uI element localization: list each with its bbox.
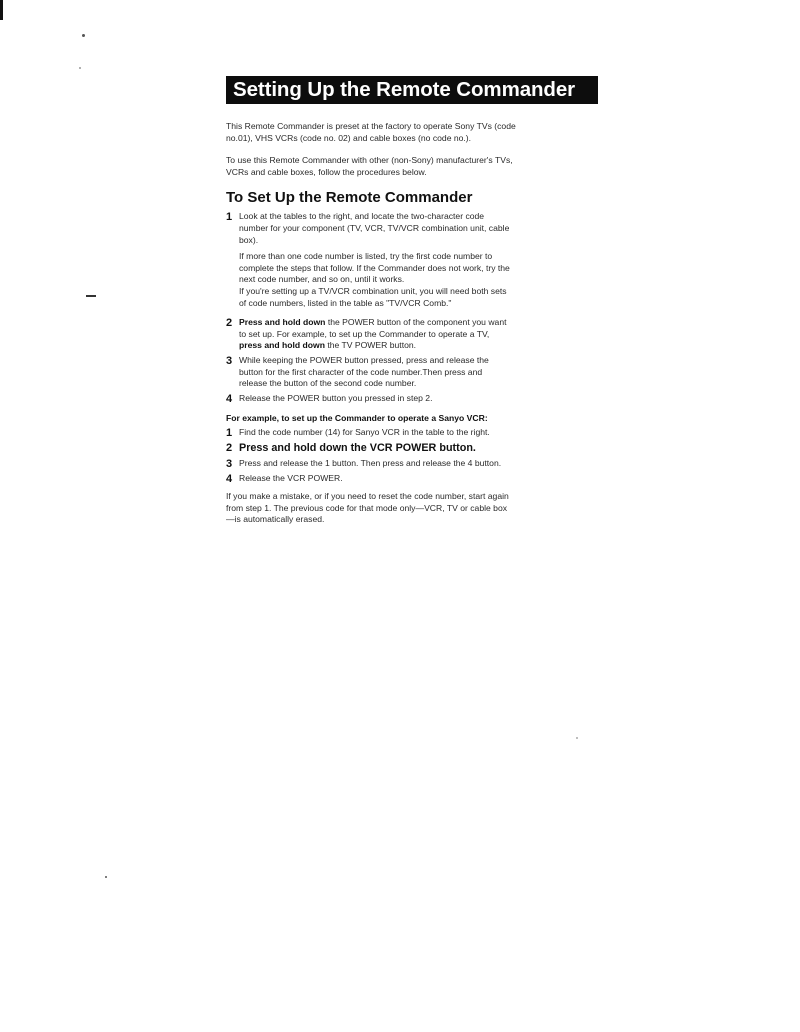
step-text: While keeping the POWER button pressed, press and release the button for the first character of the code number.Then press and release the button of the second code number. [239, 354, 489, 389]
step-text: Release the POWER button you pressed in step 2. [239, 392, 433, 403]
step-text [239, 317, 511, 352]
scan-speck [105, 876, 107, 878]
scan-edge-mark [0, 0, 3, 20]
step-number: 4 [226, 392, 233, 405]
step-text: Press and release the 1 button. Then press and release the 4 button. [239, 458, 502, 469]
page-title: Setting Up the Remote Commander [226, 76, 598, 104]
scan-dash-mark [86, 295, 96, 297]
scan-speck [82, 34, 85, 37]
setup-steps [226, 211, 511, 404]
intro-paragraph: To use this Remote Commander with other (non-Sony) manufacturer's TVs, VCRs and cable boxes, follow the procedures below. [226, 155, 513, 177]
step-note: If you're setting up a TV/VCR combination unit, you will need both sets of code numbers, listed in the table as "TV/VCR Comb." [239, 285, 507, 308]
example-step-item [226, 442, 511, 455]
intro-paragraph: This Remote Commander is preset at the factory to operate Sony TVs (code no.01), VHS VCRs (code no. 02) and cable boxes (no code no.). [226, 121, 516, 143]
step-number: 1 [226, 427, 233, 440]
emphasis: press and hold down [239, 340, 325, 351]
section-heading: To Set Up the Remote Commander [226, 189, 473, 207]
step-text: Release the VCR POWER. [239, 473, 343, 484]
example-steps [226, 427, 511, 485]
step-item [226, 211, 511, 309]
step-number: 2 [226, 317, 233, 330]
closing-note: If you make a mistake, or if you need to reset the code number, start again from step 1. The previous code for that mode only—VCR, TV or cable box—is automatically erased. [226, 491, 509, 525]
manual-page [226, 76, 606, 526]
emphasis: Press and hold down [239, 317, 326, 328]
example-step-item [226, 473, 511, 485]
scan-speck [79, 67, 81, 69]
scan-speck [576, 737, 578, 739]
step-text: Find the code number (14) for Sanyo VCR in the table to the right. [239, 427, 490, 438]
step-item [226, 317, 511, 352]
text-run: the POWER button of the component you want to set up. For example, to set up the Commander to operate a TV, [239, 317, 507, 339]
step-number: 3 [226, 458, 233, 471]
example-step-item [226, 458, 511, 470]
step-number: 2 [226, 442, 233, 455]
step-note: If more than one code number is listed, try the first code number to complete the steps that follow. If the Commander does not work, try the next code number, and so on, until it works. [239, 251, 510, 285]
step-number: 4 [226, 473, 233, 486]
step-item [226, 393, 511, 405]
example-heading: For example, to set up the Commander to operate a Sanyo VCR: [226, 412, 488, 423]
step-text: Look at the tables to the right, and locate the two-character code number for your component (TV, VCR, TV/VCR combination unit, cable box). [239, 211, 510, 245]
example-step-item [226, 427, 511, 439]
step-number: 3 [226, 354, 233, 367]
step-number: 1 [226, 211, 233, 224]
text-run: the TV POWER button. [324, 340, 417, 351]
step-item [226, 355, 511, 390]
step-text: Press and hold down the VCR POWER button. [239, 442, 476, 455]
